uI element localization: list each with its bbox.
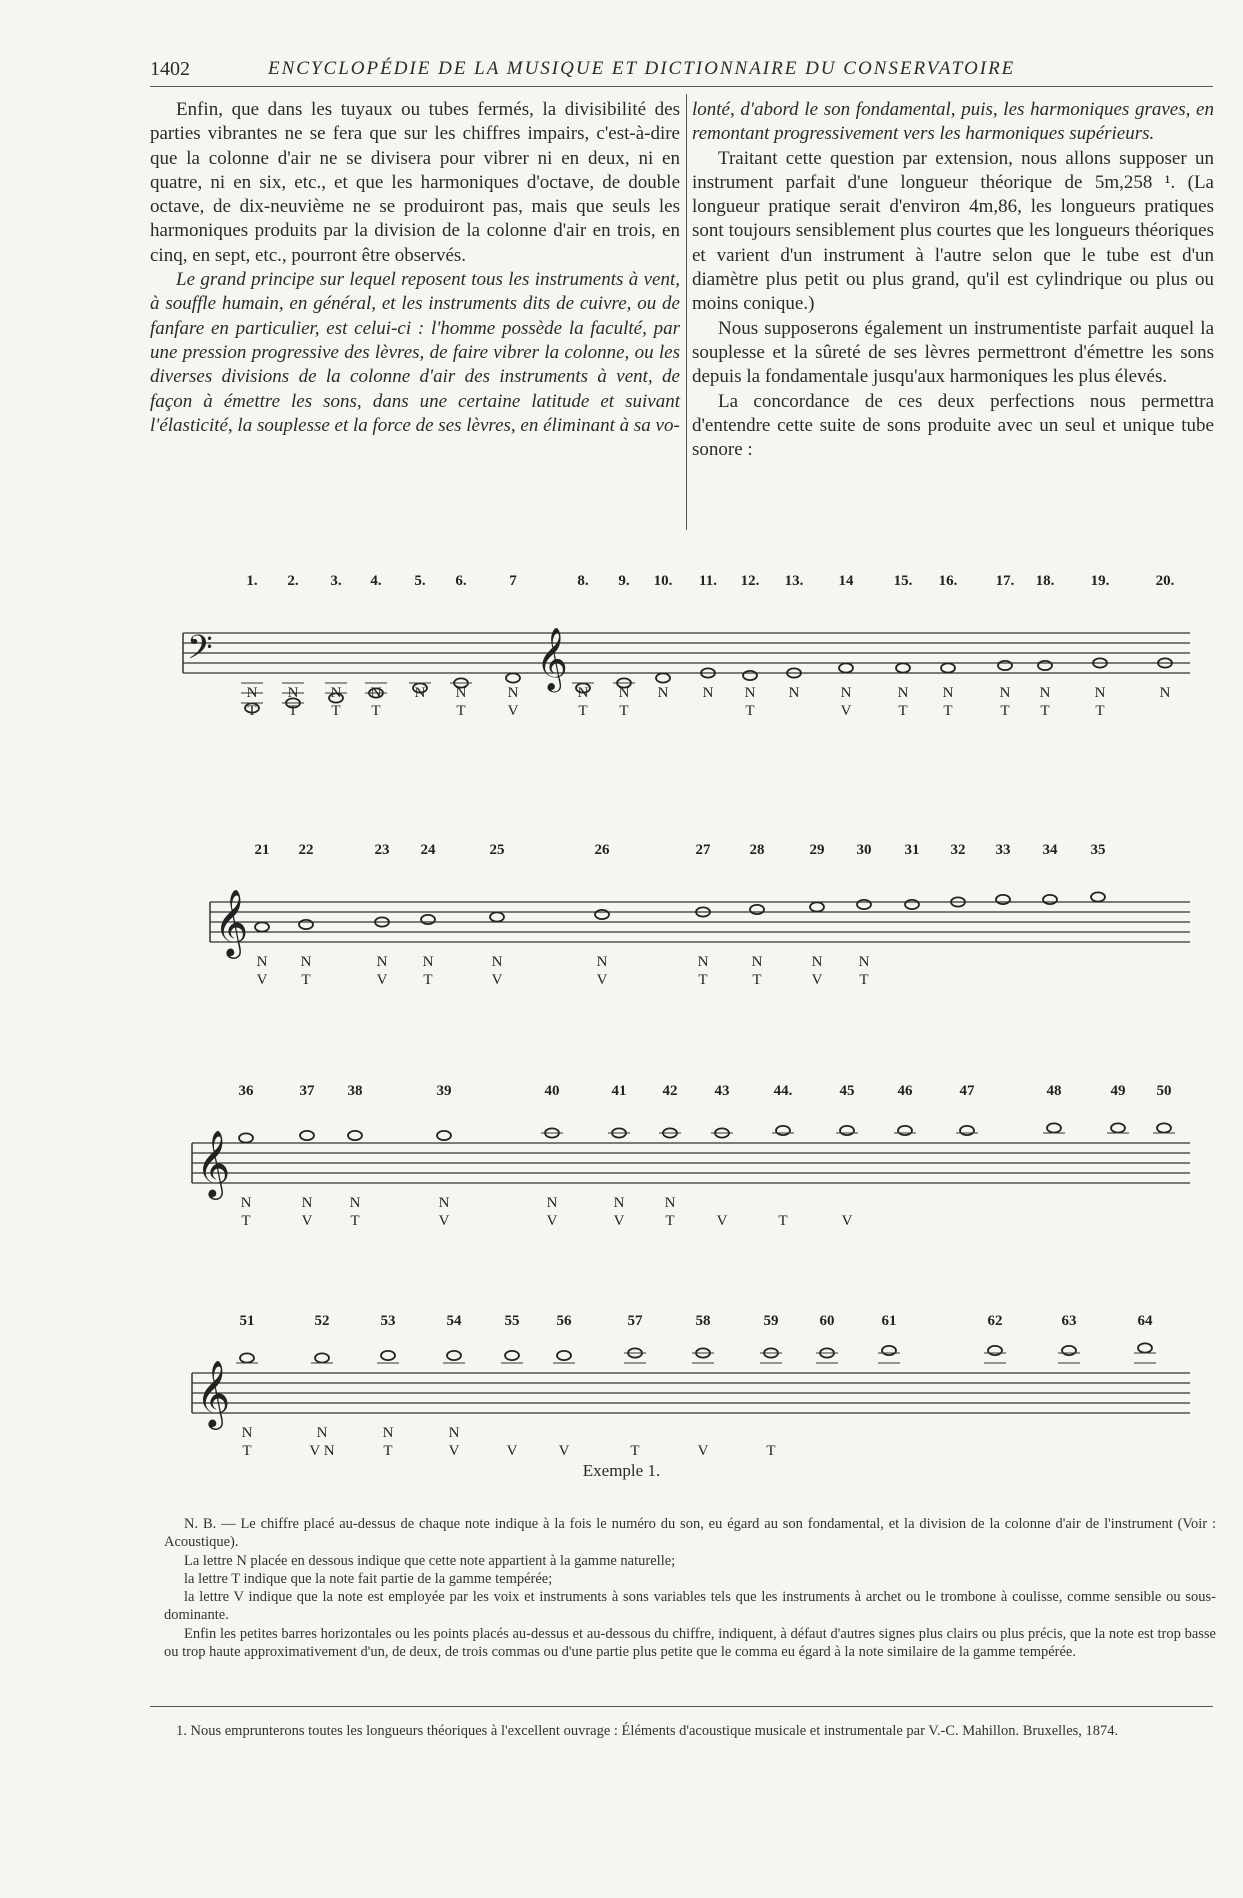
scale-letter: N — [811, 954, 823, 970]
scale-letter: N — [577, 685, 589, 701]
right-paragraph-4: La concordance de ces deux perfections nous permettra d'entendre cette suite de sons produite avec un seul et unique tube sonore : — [692, 390, 1214, 461]
note-head — [839, 663, 853, 672]
scale-letter: V — [716, 1213, 728, 1229]
scale-letter: V — [841, 1213, 853, 1229]
scale-letter: N — [999, 685, 1011, 701]
note-head — [750, 905, 764, 914]
scale-letter: N — [382, 1425, 394, 1441]
note-head — [437, 1131, 451, 1140]
harmonic-number: 1. — [246, 573, 258, 589]
note-head — [505, 1351, 519, 1360]
scale-letter: N — [414, 685, 426, 701]
note-head — [1047, 1123, 1061, 1132]
harmonic-number: 52 — [314, 1313, 330, 1329]
scale-letter: N — [618, 685, 630, 701]
footnote — [164, 1722, 1216, 1741]
harmonic-number: 39 — [436, 1083, 452, 1099]
scale-letter: V — [507, 703, 519, 719]
harmonic-number: 4. — [370, 573, 382, 589]
note-head — [810, 902, 824, 911]
harmonic-number: 57 — [627, 1313, 643, 1329]
note-head — [1157, 1123, 1171, 1132]
scale-letter: T — [371, 703, 381, 719]
scale-letter: V — [697, 1443, 709, 1459]
harmonic-number: 46 — [897, 1083, 913, 1099]
scale-letter: T — [331, 703, 341, 719]
scale-letter: V — [811, 972, 823, 988]
scale-letter: N — [788, 685, 800, 701]
harmonic-number: 61 — [881, 1313, 897, 1329]
harmonic-number: 47 — [959, 1083, 975, 1099]
scale-letter: V — [256, 972, 268, 988]
harmonic-number: 28 — [749, 842, 765, 858]
right-paragraph-3: Nous supposerons également un instrumentiste parfait auquel la souplesse et la sûreté de ses lèvres permettront d'émettre les sons depuis la fondamentale jusqu'aux harmoniques les plus élevés. — [692, 317, 1214, 388]
harmonic-number: 64 — [1137, 1313, 1153, 1329]
scale-letter: N — [1159, 685, 1171, 701]
scale-letter: N — [840, 685, 852, 701]
note-head — [315, 1353, 329, 1362]
scale-letter: V — [506, 1443, 518, 1459]
note-head — [776, 1126, 790, 1135]
harmonic-number: 31 — [904, 842, 920, 858]
scale-letter: N — [246, 685, 258, 701]
treble-clef-icon: 𝄞 — [214, 890, 249, 955]
note-head — [996, 895, 1010, 904]
scale-letter: T — [752, 972, 762, 988]
running-header: ENCYCLOPÉDIE DE LA MUSIQUE ET DICTIONNAIRE DU CONSERVATOIRE — [268, 58, 1016, 79]
note-head — [1062, 1346, 1076, 1355]
harmonic-number: 36 — [238, 1083, 254, 1099]
treble-clef-icon: 𝄞 — [196, 1131, 231, 1196]
harmonic-number: 10. — [653, 573, 673, 589]
note-head — [299, 920, 313, 929]
note-head — [656, 673, 670, 682]
treble-clef-icon: 𝄞 — [536, 629, 568, 689]
harmonic-number: 26 — [594, 842, 610, 858]
harmonic-number: 22 — [298, 842, 314, 858]
harmonic-number: 11. — [699, 573, 717, 589]
harmonic-number: 7 — [509, 573, 517, 589]
harmonic-number: 45 — [839, 1083, 855, 1099]
harmonic-number: 34 — [1042, 842, 1058, 858]
scale-letter: N — [376, 954, 388, 970]
scale-letter: T — [423, 972, 433, 988]
scale-letter: V — [438, 1213, 450, 1229]
harmonic-number: 54 — [446, 1313, 462, 1329]
harmonic-number: 9. — [618, 573, 630, 589]
harmonic-number: 15. — [893, 573, 913, 589]
scale-letter: V — [301, 1213, 313, 1229]
scale-letter: N — [455, 685, 467, 701]
harmonic-number: 41 — [611, 1083, 627, 1099]
scale-letter: T — [383, 1443, 393, 1459]
harmonic-number: 48 — [1046, 1083, 1062, 1099]
scale-letter: N — [702, 685, 714, 701]
scale-letter: N — [448, 1425, 460, 1441]
harmonic-number: 17. — [995, 573, 1015, 589]
harmonic-number: 59 — [763, 1313, 779, 1329]
scale-letter: N — [330, 685, 342, 701]
scale-letter: N — [370, 685, 382, 701]
harmonic-number: 62 — [987, 1313, 1003, 1329]
harmonic-number: 58 — [695, 1313, 711, 1329]
scale-letter: V — [546, 1213, 558, 1229]
scale-letter: T — [456, 703, 466, 719]
note-head — [595, 910, 609, 919]
harmonic-number: 5. — [414, 573, 426, 589]
harmonic-number: 23 — [374, 842, 390, 858]
harmonic-number: 16. — [938, 573, 958, 589]
scale-letter: N — [697, 954, 709, 970]
harmonic-number: 43 — [714, 1083, 730, 1099]
harmonic-number: 55 — [504, 1313, 520, 1329]
scale-letter: T — [1040, 703, 1050, 719]
scale-letter: T — [619, 703, 629, 719]
harmonic-number: 53 — [380, 1313, 396, 1329]
harmonic-number: 21 — [254, 842, 270, 858]
scale-letter: T — [859, 972, 869, 988]
scale-letter: N — [596, 954, 608, 970]
note-head — [255, 922, 269, 931]
scale-letter: N — [240, 1195, 252, 1211]
note-head — [857, 900, 871, 909]
right-paragraph-1: lonté, d'abord le son fondamental, puis, les harmoniques graves, en remontant progressivement vers les harmoniques supérieurs. — [692, 99, 1214, 145]
scale-letter: V — [840, 703, 852, 719]
note-head — [1111, 1123, 1125, 1132]
scale-letter: T — [241, 1213, 251, 1229]
harmonic-number: 30 — [856, 842, 872, 858]
scale-letter: N — [751, 954, 763, 970]
note-head — [998, 661, 1012, 670]
notes-block — [164, 1515, 1216, 1661]
note-head — [381, 1351, 395, 1360]
note-head — [348, 1131, 362, 1140]
note-head — [905, 900, 919, 909]
note-head — [960, 1126, 974, 1135]
note-head — [840, 1126, 854, 1135]
scale-letter: N — [241, 1425, 253, 1441]
note-head — [988, 1346, 1002, 1355]
harmonic-number: 42 — [662, 1083, 678, 1099]
harmonic-number: 60 — [819, 1313, 835, 1329]
scale-letter: T — [898, 703, 908, 719]
note-head — [239, 1133, 253, 1142]
scale-letter: T — [288, 703, 298, 719]
note-nb: N. B. — Le chiffre placé au-dessus de chaque note indique à la fois le numéro du son, eu égard au son fondamental, et la division de la colonne d'air de l'instrument (Voir : Acoustique). — [164, 1516, 1216, 1551]
harmonic-number: 63 — [1061, 1313, 1077, 1329]
scale-letter: T — [745, 703, 755, 719]
scale-letter: T — [1095, 703, 1105, 719]
harmonic-number: 40 — [544, 1083, 560, 1099]
harmonic-number: 44. — [773, 1083, 793, 1099]
note-head — [882, 1346, 896, 1355]
scale-letter: V — [376, 972, 388, 988]
scale-letter: T — [247, 703, 257, 719]
scale-letter: N — [301, 1195, 313, 1211]
note-head — [557, 1351, 571, 1360]
scale-letter: V — [448, 1443, 460, 1459]
harmonic-number: 33 — [995, 842, 1011, 858]
scale-letter: N — [858, 954, 870, 970]
scale-letter: N — [1039, 685, 1051, 701]
harmonic-number: 14 — [838, 573, 854, 589]
scale-letter: N — [316, 1425, 328, 1441]
footnote-rule — [150, 1706, 1213, 1707]
note-head — [490, 912, 504, 921]
note-letter-n: La lettre N placée en dessous indique que cette note appartient à la gamme naturelle; — [184, 1552, 676, 1569]
scale-letter: T — [698, 972, 708, 988]
note-head — [300, 1131, 314, 1140]
scale-letter: T — [766, 1443, 776, 1459]
scale-letter: N — [300, 954, 312, 970]
harmonic-number: 12. — [740, 573, 760, 589]
note-letter-t: la lettre T indique que la note fait partie de la gamme tempérée; — [184, 1570, 553, 1587]
scale-letter: N — [1094, 685, 1106, 701]
scale-letter: V — [558, 1443, 570, 1459]
scale-letter: T — [350, 1213, 360, 1229]
harmonic-number: 18. — [1035, 573, 1055, 589]
note-bars: Enfin les petites barres horizontales ou les points placés au-dessus et au-dessous du chiffre, indiquent, à défaut d'autres signes plus clairs ou plus précis, que la note est trop basse ou trop haute approximativement d'un, de deux, de trois commas ou d'une partie plus petite que le comma eu égard à la note similaire de la gamme tempérée. — [164, 1625, 1216, 1661]
scale-letter: N — [657, 685, 669, 701]
scale-letter: N — [664, 1195, 676, 1211]
scale-letter: N — [256, 954, 268, 970]
note-head — [1091, 892, 1105, 901]
note-letter-v: la lettre V indique que la note est employée par les voix et instruments à sons variables tels que les instruments à archet ou le trombone à coulisse, comme sensible ou sous-dominante. — [164, 1589, 1216, 1624]
scale-letter: V — [613, 1213, 625, 1229]
scale-letter: N — [438, 1195, 450, 1211]
example-caption: Exemple 1. — [582, 1461, 661, 1480]
scale-letter: N — [546, 1195, 558, 1211]
scale-letter: T — [665, 1213, 675, 1229]
scale-letter: N — [613, 1195, 625, 1211]
harmonic-number: 2. — [287, 573, 299, 589]
note-head — [896, 663, 910, 672]
harmonic-number: 38 — [347, 1083, 363, 1099]
harmonic-number: 25 — [489, 842, 505, 858]
right-paragraph-2: Traitant cette question par extension, nous allons supposer un instrument parfait d'une longueur théorique de 5m,258 ¹. (La longueur pratique serait d'environ 4m,86, les longueurs pratiques sont toujours sensiblement plus courtes que les longueurs théoriques et varient d'un instrument à l'autre selon que le tube est d'un diamètre plus petit ou plus grand, qu'il est cylindrique ou plus ou moins conique.) — [692, 147, 1214, 315]
harmonic-number: 37 — [299, 1083, 315, 1099]
scale-letter: N — [744, 685, 756, 701]
scale-letter: V — [596, 972, 608, 988]
scale-letter: N — [287, 685, 299, 701]
harmonic-number: 3. — [330, 573, 342, 589]
harmonic-number: 49 — [1110, 1083, 1126, 1099]
harmonic-number: 51 — [239, 1313, 255, 1329]
scale-letter: T — [630, 1443, 640, 1459]
footnote-text: 1. Nous emprunterons toutes les longueurs théoriques à l'excellent ouvrage : Éléments d'acoustique musicale et instrumentale par V.-C. Mahillon. Bruxelles, 1874. — [176, 1723, 1119, 1739]
treble-clef-icon: 𝄞 — [196, 1361, 231, 1426]
harmonic-number: 6. — [455, 573, 467, 589]
harmonic-number: 29 — [809, 842, 825, 858]
note-head — [421, 915, 435, 924]
scale-letter: T — [242, 1443, 252, 1459]
left-paragraph-2: Le grand principe sur lequel reposent tous les instruments à vent, à souffle humain, en général, et les instruments dits de cuivre, ou de fanfare en particulier, est celui-ci : l'homme possède la faculté, par une pression progressive des lèvres, de faire vibrer la colonne, ou les diverses divisions de la colonne d'air des instruments à vent, de façon à émettre les sons, dans une certaine latitude et suivant l'élasticité, la souplesse et la force de ses lèvres, en éliminant à sa vo- — [150, 269, 680, 436]
note-head — [898, 1126, 912, 1135]
note-head — [1138, 1343, 1152, 1352]
scale-letter: N — [491, 954, 503, 970]
scale-letter: V N — [309, 1443, 335, 1459]
harmonic-number: 56 — [556, 1313, 572, 1329]
page-number: 1402 — [150, 58, 190, 80]
harmonic-number: 32 — [950, 842, 966, 858]
harmonic-number: 27 — [695, 842, 711, 858]
note-head — [506, 673, 520, 682]
note-head — [447, 1351, 461, 1360]
left-paragraph-1: Enfin, que dans les tuyaux ou tubes fermés, la divisibilité des parties vibrantes ne se fera que sur les chiffres impairs, c'est-à-dire que la colonne d'air ne se divisera pour vibrer ni en deux, ni en quatre, ni en six, etc., et que les harmoniques d'octave, de double octave, de dix-neuvième ne se produiront pas, mais que seuls les harmoniques produits par la division de la colonne d'air en trois, en cinq, en sept, etc., pourront être observés. — [150, 99, 680, 266]
scale-letter: T — [578, 703, 588, 719]
harmonic-number: 13. — [784, 573, 804, 589]
scale-letter: T — [1000, 703, 1010, 719]
scale-letter: N — [507, 685, 519, 701]
scale-letter: V — [491, 972, 503, 988]
harmonic-number: 8. — [577, 573, 589, 589]
scale-letter: N — [422, 954, 434, 970]
harmonic-number: 24 — [420, 842, 436, 858]
note-head — [240, 1353, 254, 1362]
scale-letter: N — [897, 685, 909, 701]
note-head — [743, 671, 757, 680]
note-head — [1038, 661, 1052, 670]
harmonic-number: 19. — [1090, 573, 1110, 589]
scale-letter: T — [778, 1213, 788, 1229]
harmonic-number: 20. — [1155, 573, 1175, 589]
note-head — [941, 663, 955, 672]
scale-letter: N — [349, 1195, 361, 1211]
scale-letter: N — [942, 685, 954, 701]
scale-letter: T — [301, 972, 311, 988]
bass-clef-icon: 𝄢 — [187, 629, 213, 674]
note-head — [1043, 895, 1057, 904]
harmonic-number: 35 — [1090, 842, 1106, 858]
harmonic-number: 50 — [1156, 1083, 1172, 1099]
scale-letter: T — [943, 703, 953, 719]
